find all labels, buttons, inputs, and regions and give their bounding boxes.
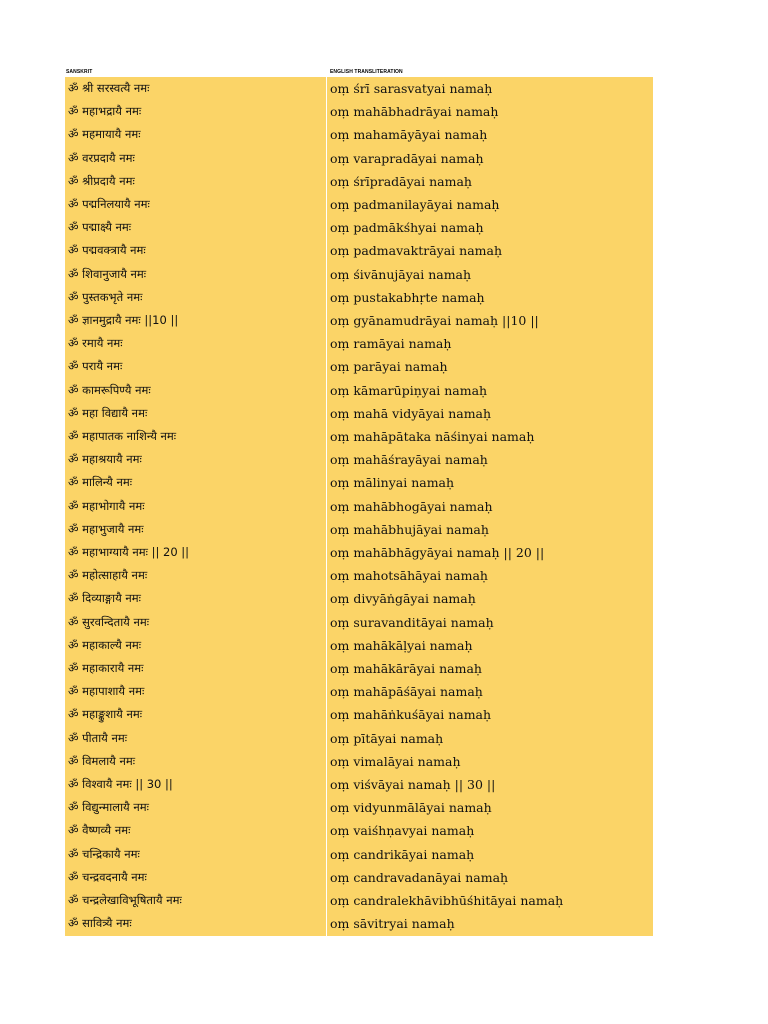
transliteration-cell[interactable]: oṃ mahā vidyāyai namaḥ [330,405,492,421]
table-row [65,889,653,912]
table-row [65,495,653,518]
transliteration-cell[interactable]: oṃ padmavaktrāyai namaḥ [330,243,502,259]
sanskrit-cell[interactable]: ॐ महाकाल्यै नमः [68,637,142,652]
transliteration-cell[interactable]: oṃ mahāśrayāyai namaḥ [330,452,488,468]
table-row [65,796,653,819]
sanskrit-cell[interactable]: ॐ पद्माक्ष्यै नमः [68,220,132,235]
table-row [65,611,653,634]
transliteration-cell[interactable]: oṃ divyāṅgāyai namaḥ [330,591,476,607]
transliteration-cell[interactable]: oṃ candravadanāyai namaḥ [330,869,509,885]
sanskrit-cell[interactable]: ॐ महाभद्रायै नमः [68,104,142,119]
sanskrit-cell[interactable]: ॐ चन्द्रलेखाविभूषितायै नमः [68,893,182,907]
table-row [65,355,653,378]
english-column-header: ENGLISH TRANSLITERATION [330,69,403,75]
table-row [65,170,653,193]
table-row [65,634,653,657]
transliteration-cell[interactable]: oṃ pītāyai namaḥ [330,730,444,746]
sanskrit-cell[interactable]: ॐ मालिन्यै नमः [68,475,133,490]
transliteration-cell[interactable]: oṃ mahāṅkuśāyai namaḥ [330,707,492,723]
table-row [65,866,653,889]
table-row [65,518,653,541]
transliteration-cell[interactable]: oṃ mahābhāgyāyai namaḥ || 20 || [330,545,545,560]
transliteration-cell[interactable]: oṃ mahākāḷyai namaḥ [330,637,473,653]
sanskrit-cell[interactable]: ॐ दिव्याङ्गायै नमः [68,591,141,606]
sanskrit-cell[interactable]: ॐ महाभोगायै नमः [68,498,145,513]
table-row [65,332,653,355]
sanskrit-cell[interactable]: ॐ पुस्तकभृते नमः [68,289,143,304]
transliteration-cell[interactable]: oṃ vidyunmālāyai namaḥ [330,800,492,816]
table-row [65,819,653,842]
transliteration-cell[interactable]: oṃ mahākārāyai namaḥ [330,661,482,676]
sanskrit-cell[interactable]: ॐ महाकारायै नमः [68,661,144,675]
transliteration-cell[interactable]: oṃ candralekhāvibhūśhitāyai namaḥ [330,893,564,908]
table-row [65,286,653,309]
sanskrit-cell[interactable]: ॐ महोत्साहायै नमः [68,568,148,583]
transliteration-cell[interactable]: oṃ padmanilayāyai namaḥ [330,197,500,212]
transliteration-cell[interactable]: oṃ sāvitryai namaḥ [330,916,455,932]
table-row [65,147,653,170]
sanskrit-cell[interactable]: ॐ पद्मनिलयायै नमः [68,197,150,211]
sanskrit-cell[interactable]: ॐ महाभुजायै नमः [68,521,144,536]
sanskrit-cell[interactable]: ॐ परायै नमः [68,359,123,374]
transliteration-cell[interactable]: oṃ pustakabhṛte namaḥ [330,289,485,305]
transliteration-cell[interactable]: oṃ varapradāyai namaḥ [330,150,484,166]
table-row [65,448,653,471]
table-row [65,657,653,680]
transliteration-cell[interactable]: oṃ viśvāyai namaḥ || 30 || [330,777,496,792]
transliteration-cell[interactable]: oṃ śivānujāyai namaḥ [330,266,472,282]
sanskrit-cell[interactable]: ॐ शिवानुजायै नमः [68,266,147,281]
spreadsheet-table [65,77,653,936]
table-row [65,843,653,866]
table-row [65,750,653,773]
transliteration-cell[interactable]: oṃ suravanditāyai namaḥ [330,614,494,630]
sanskrit-cell[interactable]: ॐ विमलायै नमः [68,753,136,768]
sanskrit-cell[interactable]: ॐ श्रीप्रदायै नमः [68,173,135,188]
transliteration-cell[interactable]: oṃ candrikāyai namaḥ [330,846,475,862]
transliteration-cell[interactable]: oṃ mahābhogāyai namaḥ [330,498,493,514]
sanskrit-cell[interactable]: ॐ महाभाग्यायै नमः || 20 || [68,545,190,559]
sanskrit-cell[interactable]: ॐ कामरूपिण्यै नमः [68,382,151,397]
sanskrit-cell[interactable]: ॐ वैष्णव्यै नमः [68,823,131,838]
table-row [65,100,653,123]
sanskrit-cell[interactable]: ॐ विद्युन्मालायै नमः [68,800,149,815]
sanskrit-cell[interactable]: ॐ महमायायै नमः [68,127,141,142]
transliteration-cell[interactable]: oṃ parāyai namaḥ [330,359,448,375]
transliteration-cell[interactable]: oṃ mahamāyāyai namaḥ [330,127,488,143]
table-row [65,309,653,332]
transliteration-cell[interactable]: oṃ mahotsāhāyai namaḥ [330,568,488,584]
table-row [65,193,653,216]
transliteration-cell[interactable]: oṃ mahāpātaka nāśinyai namaḥ [330,429,535,444]
transliteration-cell[interactable]: oṃ śrīpradāyai namaḥ [330,173,472,189]
transliteration-cell[interactable]: oṃ vaiśhṇavyai namaḥ [330,823,475,839]
table-row [65,402,653,425]
sanskrit-cell[interactable]: ॐ महापाशायै नमः [68,684,145,699]
table-row [65,216,653,239]
sanskrit-cell[interactable]: ॐ चन्द्रिकायै नमः [68,846,140,861]
table-row [65,912,653,935]
transliteration-cell[interactable]: oṃ mahābhadrāyai namaḥ [330,104,499,120]
sanskrit-cell[interactable]: ॐ विश्वायै नमः || 30 || [68,777,173,791]
table-row [65,727,653,750]
table-row [65,263,653,286]
sanskrit-cell[interactable]: ॐ महाङ्कुशायै नमः [68,707,143,722]
table-row [65,77,653,100]
sanskrit-cell[interactable]: ॐ ज्ञानमुद्रायै नमः ||10 || [68,313,179,327]
sanskrit-cell[interactable]: ॐ वरप्रदायै नमः [68,150,135,165]
transliteration-cell[interactable]: oṃ śrī sarasvatyai namaḥ [330,81,493,96]
transliteration-cell[interactable]: oṃ vimalāyai namaḥ [330,753,461,769]
transliteration-cell[interactable]: oṃ gyānamudrāyai namaḥ ||10 || [330,313,539,328]
transliteration-cell[interactable]: oṃ ramāyai namaḥ [330,336,452,352]
transliteration-cell[interactable]: oṃ mahābhujāyai namaḥ [330,521,489,537]
table-row [65,587,653,610]
transliteration-cell[interactable]: oṃ padmākśhyai namaḥ [330,220,484,236]
table-row [65,425,653,448]
sanskrit-cell[interactable]: ॐ रमायै नमः [68,336,123,351]
table-row [65,471,653,494]
sanskrit-column-header: SANSKRIT [66,69,93,75]
sanskrit-cell[interactable]: ॐ पीतायै नमः [68,730,128,745]
table-row [65,541,653,564]
table-row [65,123,653,146]
sanskrit-cell[interactable]: ॐ सावित्र्यै नमः [68,916,132,931]
sanskrit-cell[interactable]: ॐ सुरवन्दितायै नमः [68,614,150,629]
table-row [65,564,653,587]
sanskrit-cell[interactable]: ॐ महाश्रयायै नमः [68,452,142,467]
sanskrit-cell[interactable]: ॐ पद्मवक्त्रायै नमः [68,243,146,258]
column-divider [326,77,327,936]
table-row [65,680,653,703]
table-row [65,703,653,726]
transliteration-cell[interactable]: oṃ mahāpāśāyai namaḥ [330,684,483,700]
transliteration-cell[interactable]: oṃ kāmarūpiṇyai namaḥ [330,382,488,398]
sanskrit-cell[interactable]: ॐ महापातक नाशिन्यै नमः [68,429,177,443]
sanskrit-cell[interactable]: ॐ महा विद्यायै नमः [68,405,148,420]
sanskrit-cell[interactable]: ॐ श्री सरस्वत्यै नमः [68,81,150,95]
transliteration-cell[interactable]: oṃ mālinyai namaḥ [330,475,455,491]
table-row [65,239,653,262]
table-row [65,379,653,402]
sanskrit-cell[interactable]: ॐ चन्द्रवदनायै नमः [68,869,147,884]
table-row [65,773,653,796]
